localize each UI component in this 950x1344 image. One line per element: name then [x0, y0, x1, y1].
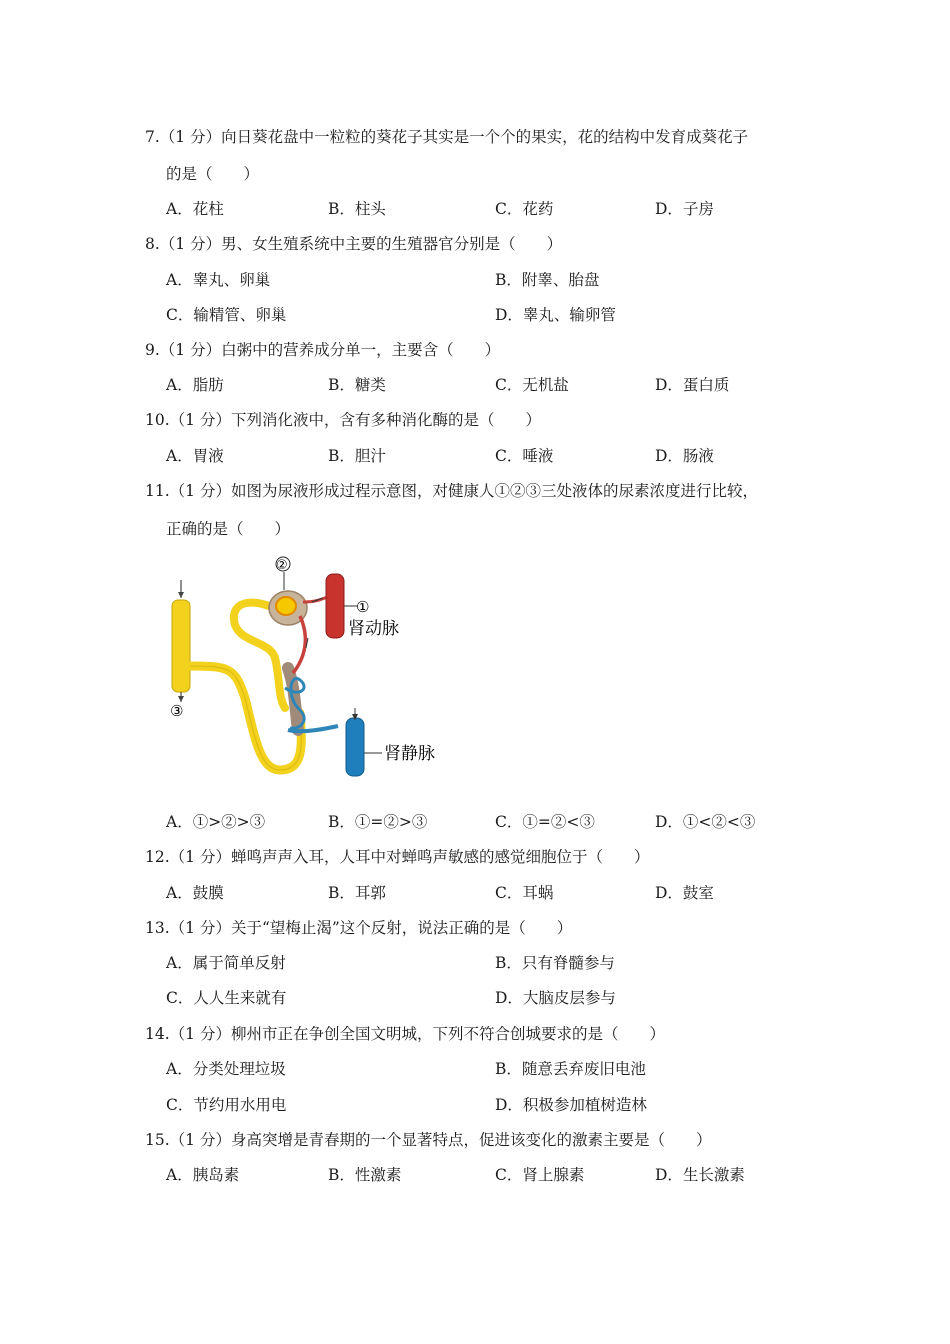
q7-stem-cont: 的是（ ）: [166, 165, 260, 183]
q15-number: 15.: [145, 1131, 170, 1149]
q12-option-a[interactable]: A．鼓膜: [166, 884, 224, 902]
q8-option-d[interactable]: D．睾丸、输卵管: [495, 306, 616, 324]
q7-option-c[interactable]: C．花药: [495, 200, 554, 218]
q14-option-d[interactable]: D．积极参加植树造林: [495, 1096, 647, 1114]
q11-option-d[interactable]: D．①<②<③: [655, 813, 756, 831]
q7-stem: [145, 127, 748, 147]
q9-option-a[interactable]: A．脂肪: [166, 376, 224, 394]
glomerulus: [276, 597, 296, 615]
q9-text: （1 分）白粥中的营养成分单一，主要含（ ）: [159, 341, 501, 359]
nephron-diagram: [160, 548, 450, 788]
q14-number: 14.: [145, 1025, 170, 1043]
label-vein: 肾静脉: [384, 744, 435, 764]
q10-option-b[interactable]: B．胆汁: [328, 447, 386, 465]
renal-artery: [326, 574, 344, 638]
q9-stem: [145, 340, 500, 360]
q15-text: （1 分）身高突增是青春期的一个显著特点，促进该变化的激素主要是（ ）: [169, 1131, 712, 1149]
q13-stem: [145, 918, 572, 938]
label-2: ②: [276, 558, 288, 573]
q8-text: （1 分）男、女生殖系统中主要的生殖器官分别是（ ）: [159, 235, 563, 253]
q11-option-b[interactable]: B．①=②>③: [328, 813, 428, 831]
q13-option-c[interactable]: C．人人生来就有: [166, 989, 287, 1007]
label-3: ③: [170, 702, 184, 720]
label-1: ①: [356, 598, 370, 616]
q7-option-b[interactable]: B．柱头: [328, 200, 386, 218]
q14-option-b[interactable]: B．随意丢弃废旧电池: [495, 1060, 646, 1078]
q8-number: 8.: [145, 235, 160, 253]
q12-number: 12.: [145, 848, 170, 866]
q12-option-b[interactable]: B．耳郭: [328, 884, 386, 902]
q8-option-c[interactable]: C．输精管、卵巢: [166, 306, 287, 324]
q10-option-c[interactable]: C．唾液: [495, 447, 554, 465]
q12-text: （1 分）蝉鸣声声入耳，人耳中对蝉鸣声敏感的感觉细胞位于（ ）: [169, 848, 650, 866]
q11-option-a[interactable]: A．①>②>③: [166, 813, 266, 831]
connecting-tubule: [190, 666, 301, 770]
q15-option-c[interactable]: C．肾上腺素: [495, 1166, 585, 1184]
q14-option-a[interactable]: A．分类处理垃圾: [166, 1060, 286, 1078]
label-artery: 肾动脉: [348, 619, 399, 639]
q10-text: （1 分）下列消化液中，含有多种消化酶的是（ ）: [169, 411, 541, 429]
q9-option-d[interactable]: D．蛋白质: [655, 376, 730, 394]
q11-text: （1 分）如图为尿液形成过程示意图，对健康人①②③三处液体的尿素浓度进行比较，: [169, 482, 758, 500]
q9-option-c[interactable]: C．无机盐: [495, 376, 569, 394]
q13-option-a[interactable]: A．属于简单反射: [166, 954, 286, 972]
q15-stem: [145, 1130, 711, 1150]
q9-number: 9.: [145, 341, 160, 359]
q14-text: （1 分）柳州市正在争创全国文明城，下列不符合创城要求的是（ ）: [169, 1025, 665, 1043]
q7-option-d[interactable]: D．子房: [655, 200, 714, 218]
renal-vein: [346, 718, 364, 776]
q13-number: 13.: [145, 919, 170, 937]
q13-text: （1 分）关于“望梅止渴”这个反射，说法正确的是（ ）: [169, 919, 573, 937]
q15-option-a[interactable]: A．胰岛素: [166, 1166, 240, 1184]
q7-text: （1 分）向日葵花盘中一粒粒的葵花子其实是一个个的果实，花的结构中发育成葵花子: [159, 128, 749, 146]
q11-number: 11.: [145, 482, 170, 500]
q7-option-a[interactable]: A．花柱: [166, 200, 224, 218]
q15-option-d[interactable]: D．生长激素: [655, 1166, 745, 1184]
q12-option-c[interactable]: C．耳蜗: [495, 884, 554, 902]
q11-stem-cont: 正确的是（ ）: [166, 520, 291, 538]
collecting-duct: [172, 600, 190, 692]
q14-stem: [145, 1024, 665, 1044]
q13-option-b[interactable]: B．只有脊髓参与: [495, 954, 615, 972]
q11-option-c[interactable]: C．①=②<③: [495, 813, 595, 831]
q9-option-b[interactable]: B．糖类: [328, 376, 386, 394]
q12-stem: [145, 847, 649, 867]
q8-option-b[interactable]: B．附睾、胎盘: [495, 271, 600, 289]
q8-option-a[interactable]: A．睾丸、卵巢: [166, 271, 271, 289]
q7-number: 7.: [145, 128, 160, 146]
q11-stem: [145, 481, 758, 501]
q10-option-a[interactable]: A．胃液: [166, 447, 224, 465]
q10-stem: [145, 410, 541, 430]
q12-option-d[interactable]: D．鼓室: [655, 884, 714, 902]
q13-option-d[interactable]: D．大脑皮层参与: [495, 989, 616, 1007]
q10-number: 10.: [145, 411, 170, 429]
q8-stem: [145, 234, 562, 254]
q14-option-c[interactable]: C．节约用水用电: [166, 1096, 287, 1114]
q15-option-b[interactable]: B．性激素: [328, 1166, 402, 1184]
q10-option-d[interactable]: D．肠液: [655, 447, 714, 465]
